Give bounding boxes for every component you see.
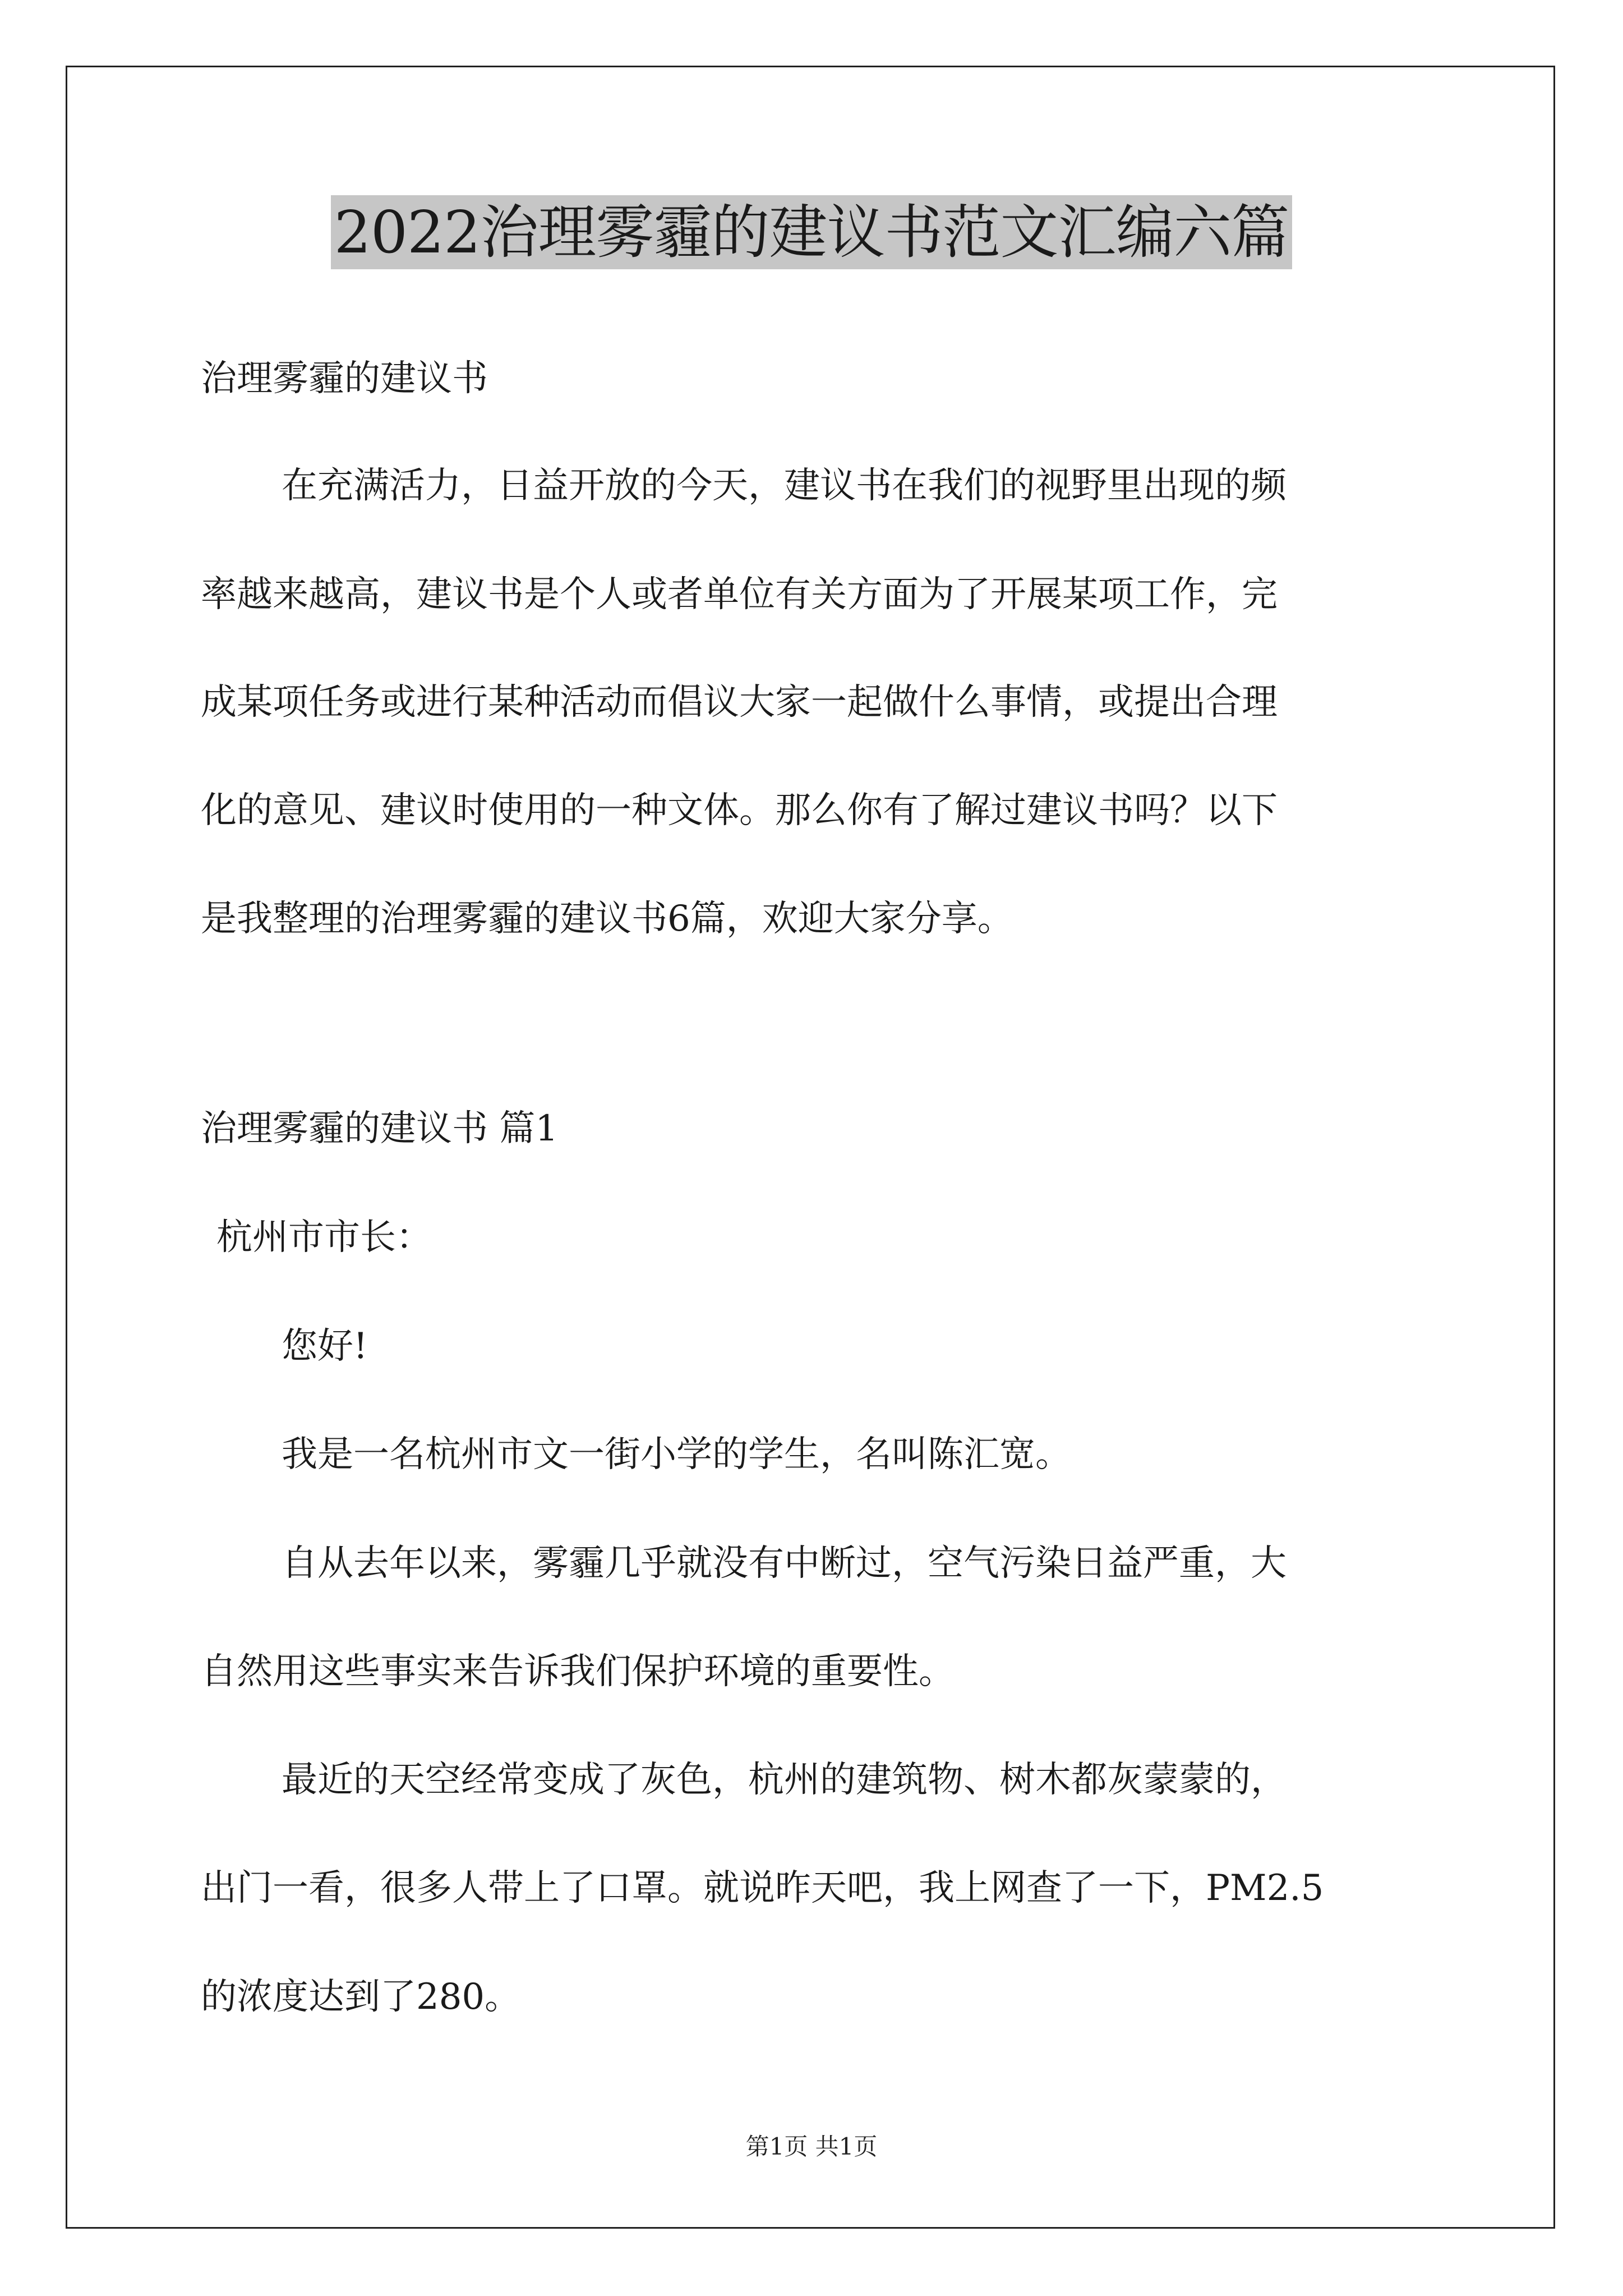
intro-line: 是我整理的治理雾霾的建议书6篇，欢迎大家分享。 bbox=[201, 898, 1013, 940]
article-title: 治理雾霾的建议书 篇1 bbox=[201, 1108, 559, 1149]
salutation: 杭州市市长： bbox=[216, 1217, 432, 1258]
paragraph: 我是一名杭州市文一街小学的学生，名叫陈汇宽。 bbox=[282, 1434, 1071, 1475]
paragraph-line: 出门一看，很多人带上了口罩。就说昨天吧，我上网查了一下，PM2.5 bbox=[201, 1867, 1324, 1909]
intro-line: 化的意见、建议时使用的一种文体。那么你有了解过建议书吗？以下 bbox=[201, 790, 1278, 831]
greeting: 您好! bbox=[282, 1326, 368, 1367]
intro-line: 在充满活力，日益开放的今天，建议书在我们的视野里出现的频 bbox=[282, 465, 1287, 507]
title-container bbox=[0, 195, 1623, 269]
intro-line: 成某项任务或进行某种活动而倡议大家一起做什么事情，或提出合理 bbox=[201, 682, 1278, 723]
document-title: 2022治理雾霾的建议书范文汇编六篇 bbox=[331, 195, 1293, 269]
paragraph-line: 的浓度达到了280。 bbox=[201, 1976, 521, 2018]
paragraph-line: 自然用这些事实来告诉我们保护环境的重要性。 bbox=[201, 1651, 955, 1692]
paragraph-line: 最近的天空经常变成了灰色，杭州的建筑物、树木都灰蒙蒙的， bbox=[282, 1759, 1287, 1801]
section-heading: 治理雾霾的建议书 bbox=[201, 358, 488, 399]
intro-line: 率越来越高，建议书是个人或者单位有关方面为了开展某项工作，完 bbox=[201, 574, 1278, 615]
page-footer: 第1页 共1页 bbox=[745, 2133, 878, 2160]
paragraph-line: 自从去年以来，雾霾几乎就没有中断过，空气污染日益严重，大 bbox=[282, 1543, 1287, 1584]
